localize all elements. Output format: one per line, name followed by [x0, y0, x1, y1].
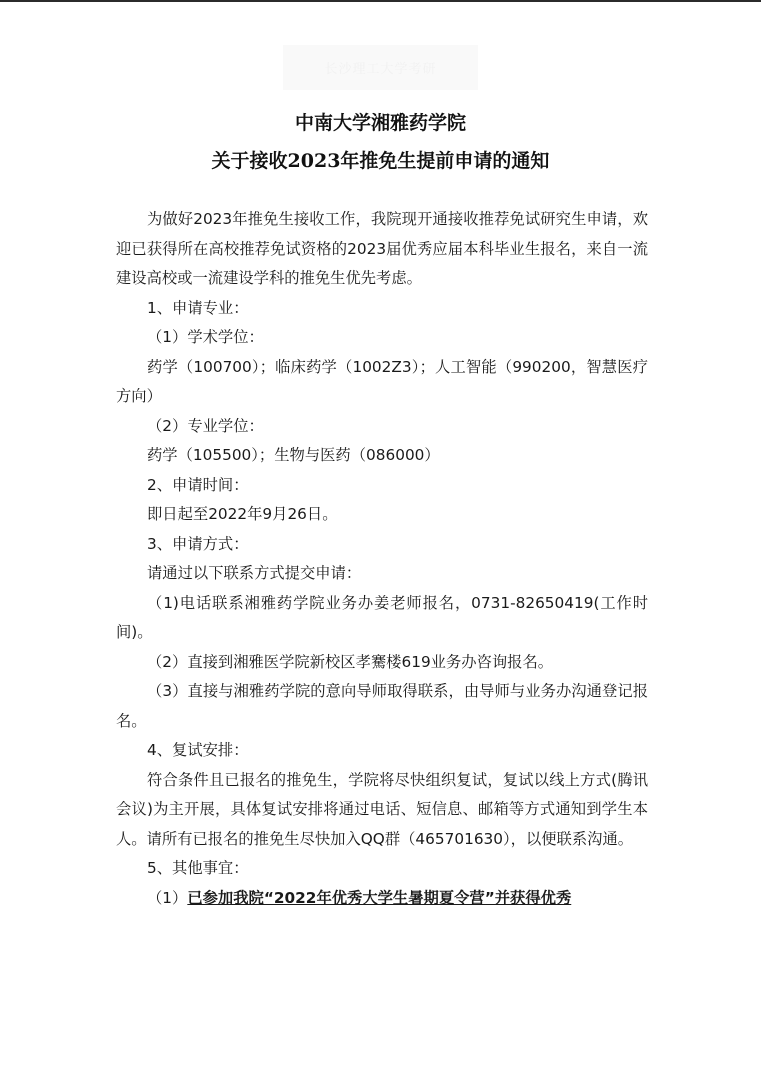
- top-border-line: [0, 0, 761, 2]
- watermark: 长沙理工大学考研: [283, 45, 478, 90]
- section-2-text: 即日起至2022年9月26日。: [147, 505, 338, 523]
- section-1-sub-1: （1）学术学位：: [147, 328, 264, 346]
- section-3-item-2: （2）直接到湘雅医学院新校区孝騫楼619业务办咨询报名。: [147, 652, 554, 671]
- document-title: 中南大学湘雅药学院: [294, 112, 466, 134]
- section-1-sub-2: （2）专业学位：: [147, 416, 264, 435]
- document-body: [116, 205, 648, 913]
- section-5-item-1-text: 已参加我院“2022年优秀大学生暑期夏令营”并获得优秀: [187, 888, 572, 907]
- section-4-heading: 4、复试安排：: [147, 741, 249, 759]
- section-3-intro: 请通过以下联系方式提交申请：: [147, 564, 362, 582]
- section-5-heading: 5、其他事宜：: [147, 859, 249, 877]
- section-4-text: 符合条件且已报名的推免生，学院将尽快组织复试，复试以线上方式(腾讯会议)为主开展，具体复试安排将通过电话、短信息、邮箱等方式通知到学生本人。请所有已报名的推免生尽快加入QQ群（465701630），以便联系沟通。: [116, 770, 648, 848]
- section-2-heading: 2、申请时间：: [147, 475, 249, 494]
- section-3-heading: 3、申请方式：: [147, 534, 249, 553]
- section-1-sub-2-items: 药学（105500）；生物与医药（086000）: [147, 446, 440, 464]
- document-subtitle: 关于接收2023年推免生提前申请的通知: [211, 150, 550, 172]
- section-3-item-1: （1)电话联系湘雅药学院业务办姜老师报名，0731-82650419(工作时间)。: [116, 593, 648, 641]
- section-1-sub-1-items: 药学（100700）；临床药学（1002Z3）；人工智能（990200，智慧医疗方向）: [116, 357, 648, 405]
- section-1-heading: 1、申请专业：: [147, 298, 249, 317]
- intro-paragraph: 为做好2023年推免生接收工作，我院现开通接收推荐免试研究生申请，欢迎已获得所在高校推荐免试资格的2023届优秀应届本科毕业生报名，来自一流建设高校或一流建设学科的推免生优先考虑。: [116, 210, 648, 287]
- section-5-item-1: [116, 884, 648, 914]
- section-3-item-3: （3）直接与湘雅药学院的意向导师取得联系，由导师与业务办沟通登记报名。: [116, 682, 648, 730]
- section-5-item-1-prefix: （1）: [147, 888, 188, 907]
